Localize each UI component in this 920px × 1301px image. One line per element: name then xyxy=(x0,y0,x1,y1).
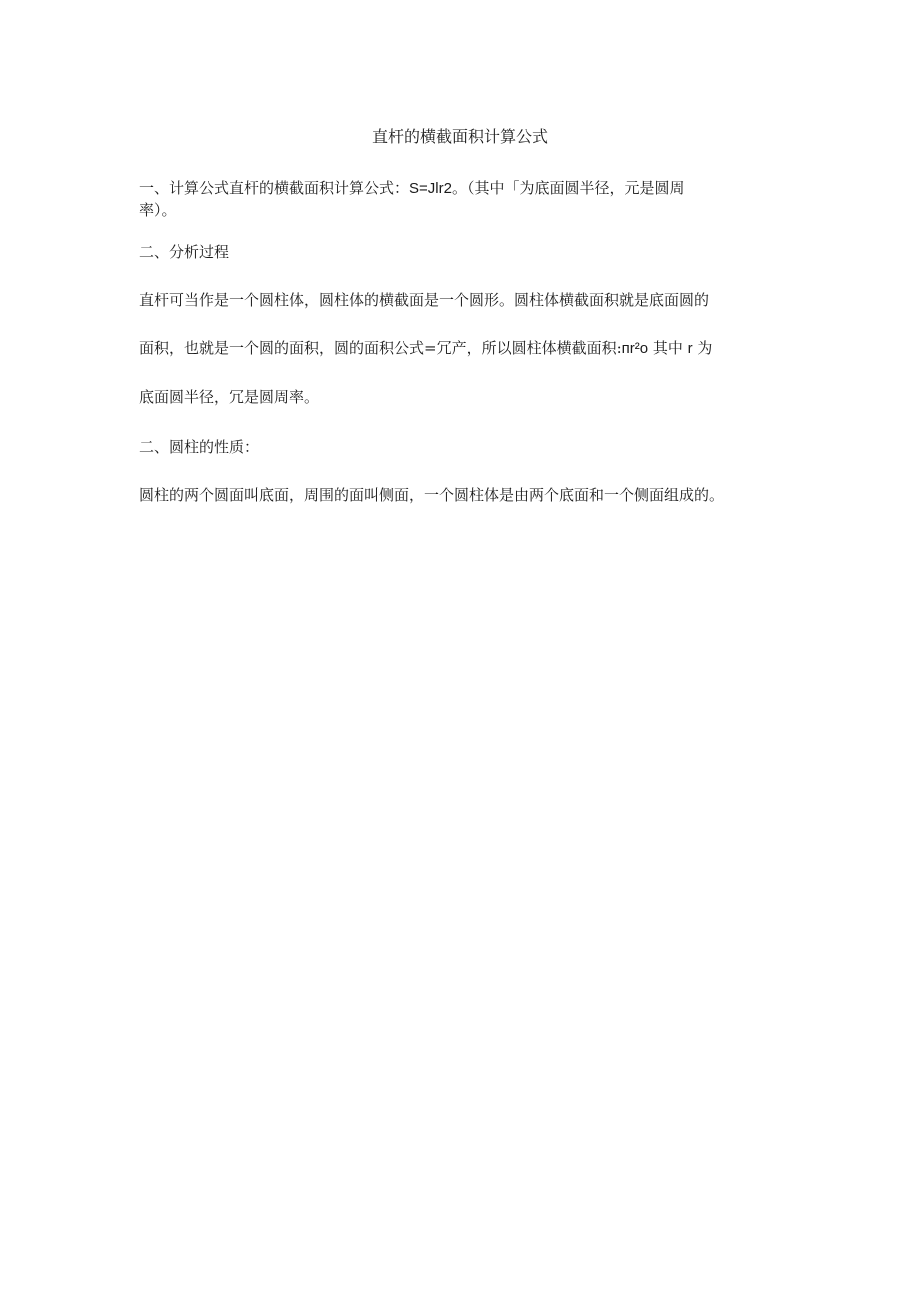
section3-para: 圆柱的两个圆面叫底面，周围的面叫侧面，一个圆柱体是由两个底面和一个侧面组成的。 xyxy=(139,486,725,504)
section1-formula: S=Jlr2 xyxy=(409,180,452,197)
section2-variable: r xyxy=(687,340,693,357)
section1-line1-suffix: 。（其中「为底面圆半径，元是圆周 xyxy=(451,179,685,197)
section3-heading: 二、圆柱的性质： xyxy=(139,438,260,456)
section2-formula: ᴨr²o xyxy=(621,340,649,357)
section2-para-line1: 直杆可当作是一个圆柱体，圆柱体的横截面是一个圆形。圆柱体横截面积就是底面圆的 xyxy=(139,291,710,309)
section2-para-line3: 底面圆半径，冗是圆周率。 xyxy=(139,388,320,406)
section2-heading: 二、分析过程 xyxy=(139,243,230,261)
section1-line1 xyxy=(139,177,784,200)
section2-para-line2-mid: 其中 xyxy=(648,339,688,357)
section2-para-line2-suffix: 为 xyxy=(692,339,713,357)
document-title: 直杆的横截面积计算公式 xyxy=(371,127,548,146)
section1-line1-prefix: 一、计算公式直杆的横截面积计算公式： xyxy=(139,179,410,197)
section1-line2: 率）。 xyxy=(139,201,177,219)
section2-para-line2-prefix: 面积，也就是一个圆的面积，圆的面积公式=冗产，所以圆柱体横截面积: xyxy=(139,339,622,357)
section2-para-line2 xyxy=(139,337,784,360)
